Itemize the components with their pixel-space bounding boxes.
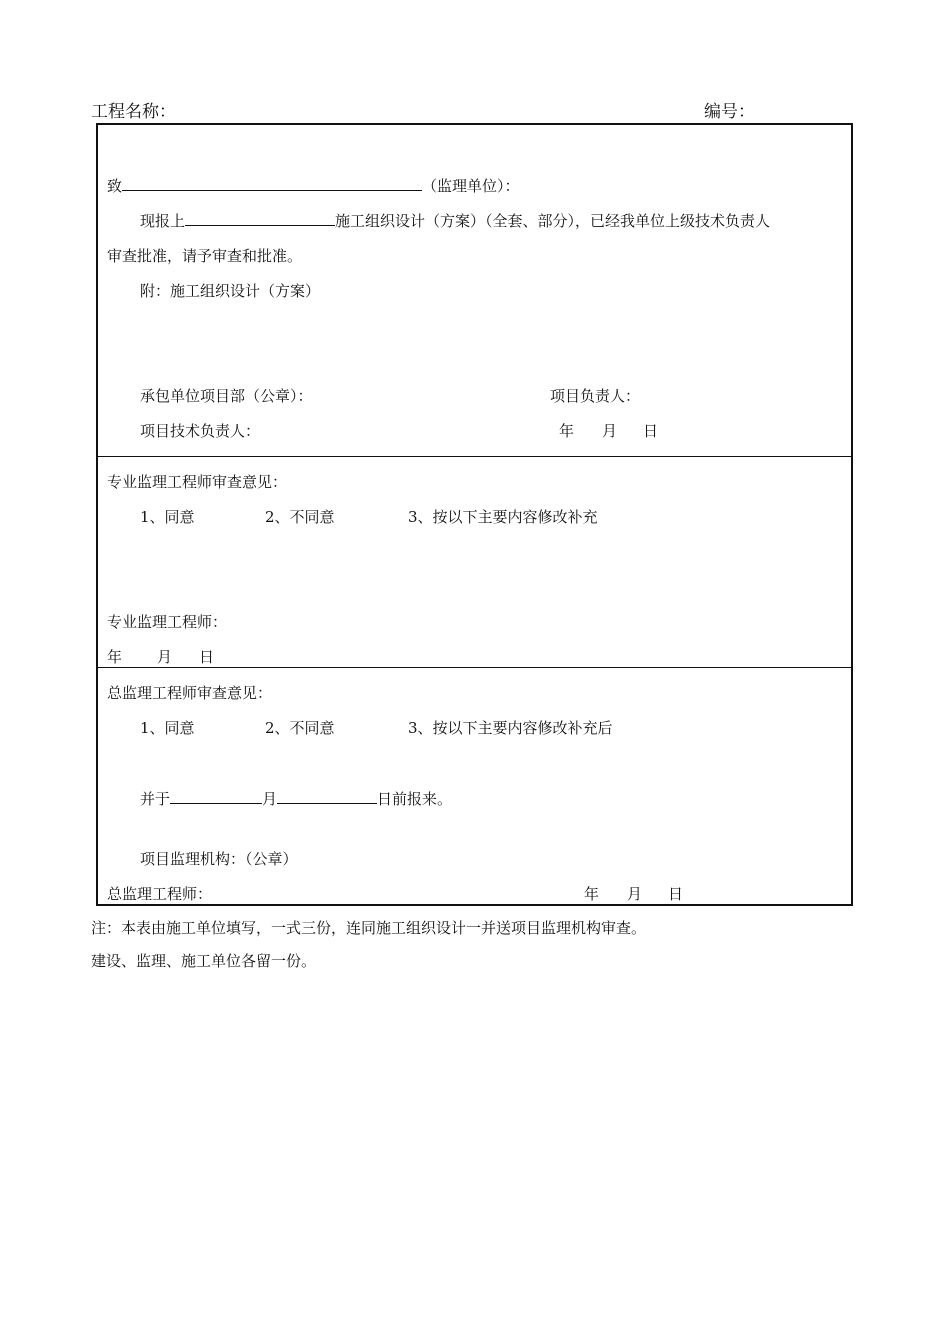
- to-line: [107, 175, 520, 196]
- s1-date-month: 月: [602, 422, 618, 440]
- deadline-suffix: 日前报来。: [377, 790, 453, 808]
- to-prefix: 致: [107, 177, 123, 195]
- project-name-label: 工程名称：: [91, 102, 176, 122]
- report-suffix: 施工组织设计（方案）（全套、部分），已经我单位上级技术负责人: [335, 212, 771, 230]
- section-divider-2: [96, 667, 853, 668]
- number-label: 编号：: [704, 102, 755, 122]
- contractor-dept-label: 承包单位项目部（公章）：: [140, 387, 313, 405]
- note-line-1: 注：本表由施工单位填写，一式三份，连同施工组织设计一并送项目监理机构审查。: [91, 919, 647, 937]
- deadline-month-blank[interactable]: [170, 789, 262, 804]
- s2-date-day: 日: [199, 648, 215, 666]
- s2-option-revise[interactable]: 3、按以下主要内容修改补充: [408, 508, 598, 526]
- s1-date-day: 日: [643, 422, 659, 440]
- s2-date-year: 年: [107, 648, 123, 666]
- report-line: [140, 210, 770, 231]
- s2-option-disagree[interactable]: 2、不同意: [265, 508, 335, 526]
- s1-date-year: 年: [559, 422, 575, 440]
- to-suffix: （监理单位）：: [422, 177, 520, 195]
- s3-date-month: 月: [627, 885, 643, 903]
- s3-option-disagree[interactable]: 2、不同意: [265, 719, 335, 737]
- report-prefix: 现报上: [140, 212, 186, 230]
- supervision-unit-blank[interactable]: [122, 176, 422, 191]
- section-divider-1: [96, 456, 853, 457]
- specialist-engineer-label: 专业监理工程师：: [107, 613, 228, 631]
- tech-manager-label: 项目技术负责人：: [140, 422, 261, 440]
- attachment-line: 附：施工组织设计（方案）: [140, 282, 321, 300]
- report-subject-blank[interactable]: [185, 211, 335, 226]
- deadline-line: [140, 788, 452, 809]
- chief-opinion-title: 总监理工程师审查意见：: [107, 684, 273, 702]
- s3-option-revise[interactable]: 3、按以下主要内容修改补充后: [408, 719, 613, 737]
- chief-engineer-label: 总监理工程师：: [107, 885, 213, 903]
- s3-date-day: 日: [668, 885, 684, 903]
- report-line-2: 审查批准，请予审查和批准。: [107, 247, 303, 265]
- note-line-2: 建设、监理、施工单位各留一份。: [91, 952, 317, 970]
- deadline-month-label: 月: [262, 790, 278, 808]
- specialist-opinion-title: 专业监理工程师审查意见：: [107, 473, 288, 491]
- s3-option-agree[interactable]: 1、同意: [140, 719, 195, 737]
- s3-date-year: 年: [584, 885, 600, 903]
- project-manager-label: 项目负责人：: [550, 387, 641, 405]
- deadline-day-blank[interactable]: [277, 789, 377, 804]
- supervision-org-label: 项目监理机构：（公章）: [140, 850, 298, 868]
- deadline-prefix: 并于: [140, 790, 171, 808]
- s2-option-agree[interactable]: 1、同意: [140, 508, 195, 526]
- s2-date-month: 月: [157, 648, 173, 666]
